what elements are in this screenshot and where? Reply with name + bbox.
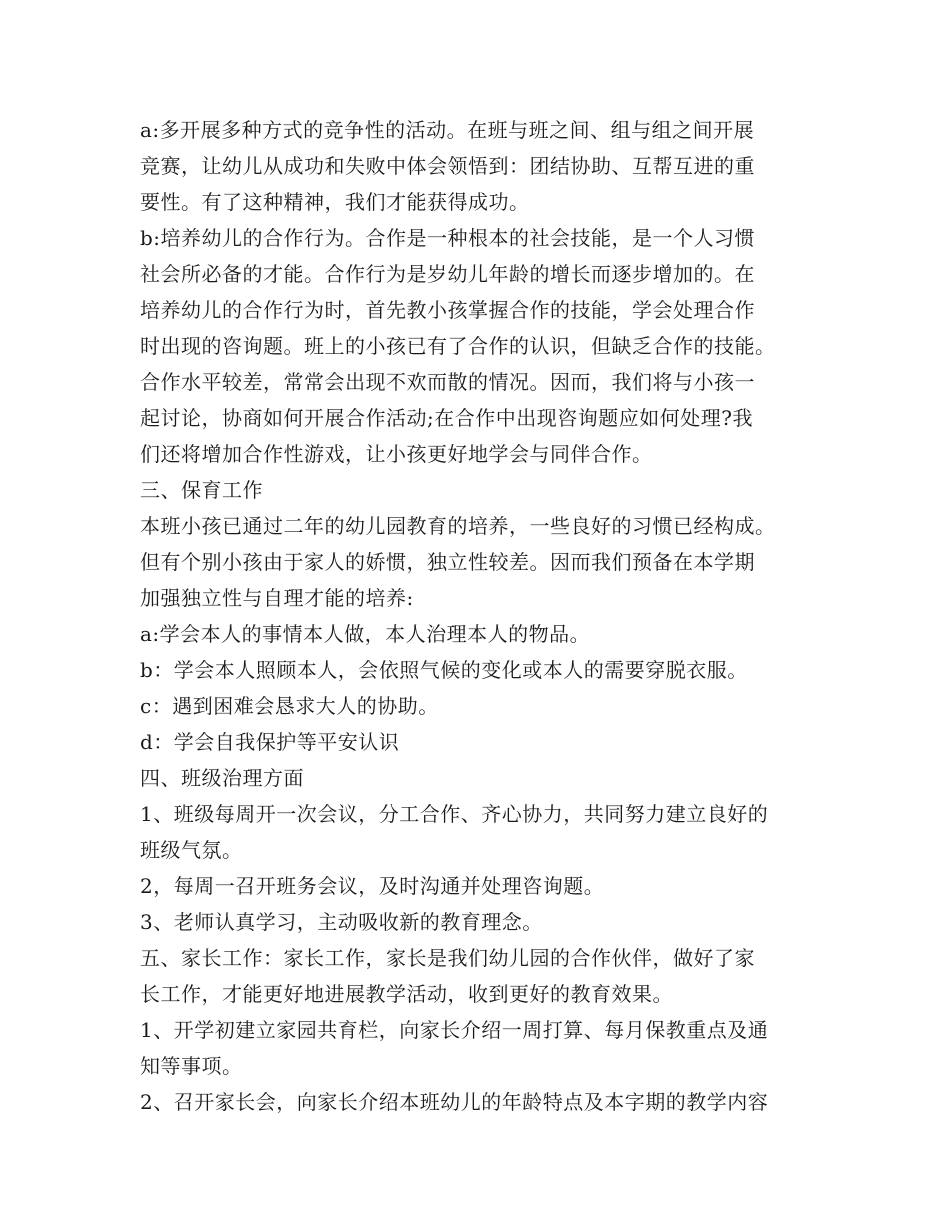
text-line: a:多开展多种方式的竞争性的活动。在班与班之间、组与组之间开展 — [140, 118, 755, 142]
text-line: 知等事项。 — [140, 1054, 243, 1078]
text-line: 2、召开家长会，向家长介绍本班幼儿的年龄特点及本字期的教学内容 — [140, 1090, 769, 1114]
text-line: 1、班级每周开一次会议，分工合作、齐心协力，共同努力建立良好的 — [140, 802, 769, 826]
text-line: 加强独立性与自理才能的培养: — [140, 586, 414, 610]
text-line: b：学会本人照顾本人，会依照气候的变化或本人的需要穿脱衣服。 — [140, 658, 748, 682]
text-line: 们还将增加合作性游戏，让小孩更好地学会与同伴合作。 — [140, 442, 653, 466]
text-line: 起讨论，协商如何开展合作活动;在合作中出现咨询题应如何处理?我 — [140, 406, 753, 430]
text-line: 但有个别小孩由于家人的娇惯，独立性较差。因而我们预备在本学期 — [140, 550, 755, 574]
text-line: 五、家长工作：家长工作，家长是我们幼儿园的合作伙伴，做好了家 — [140, 946, 755, 970]
text-line: 竞赛，让幼儿从成功和失败中体会领悟到：团结协助、互帮互进的重 — [140, 154, 755, 178]
text-line: 本班小孩已通过二年的幼儿园教育的培养，一些良好的习惯已经构成。 — [140, 514, 776, 538]
document-body — [140, 112, 820, 1120]
section-heading: 三、保育工作 — [140, 478, 263, 502]
text-line: 长工作，才能更好地进展教学活动，收到更好的教育效果。 — [140, 982, 673, 1006]
text-line: 合作水平较差，常常会出现不欢而散的情况。因而，我们将与小孩一 — [140, 370, 755, 394]
section-heading: 四、班级治理方面 — [140, 766, 304, 790]
text-line: c：遇到困难会恳求大人的协助。 — [140, 694, 439, 718]
text-line: 要性。有了这种精神，我们才能获得成功。 — [140, 190, 530, 214]
text-line: 时出现的咨询题。班上的小孩已有了合作的认识，但缺乏合作的技能。 — [140, 334, 776, 358]
text-line: 1、开学初建立家园共育栏，向家长介绍一周打算、每月保教重点及通 — [140, 1018, 769, 1042]
text-line: 2，每周一召开班务会议，及时沟通并处理咨询题。 — [140, 874, 605, 898]
text-line: 培养幼儿的合作行为时，首先教小孩掌握合作的技能，学会处理合作 — [140, 298, 755, 322]
text-line: 班级气氛。 — [140, 838, 243, 862]
text-line: b:培养幼儿的合作行为。合作是一种根本的社会技能，是一个人习惯 — [140, 226, 756, 250]
text-line: a:学会本人的事情本人做，本人治理本人的物品。 — [140, 622, 591, 646]
text-line: d：学会自我保护等平安认识 — [140, 730, 400, 754]
text-line: 社会所必备的才能。合作行为是岁幼儿年龄的增长而逐步增加的。在 — [140, 262, 755, 286]
text-line: 3、老师认真学习，主动吸收新的教育理念。 — [140, 910, 543, 934]
